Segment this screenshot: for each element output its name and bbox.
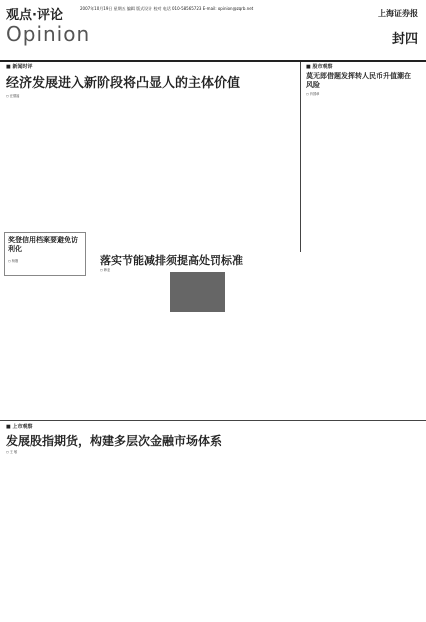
sidebar-right-headline: 莫无郎借题发挥转人民币升值潮在风险 [306, 72, 411, 89]
sidebar-left-headline: 奖登信用档案要避免访利化 [8, 236, 78, 253]
top-story-headline: 经济发展进入新阶段将凸显人的主体价值 [6, 76, 241, 91]
bottom-story-byline: ○ 王 敏 [6, 450, 18, 454]
sidebar-left-byline: ○ 杨刚 [8, 259, 19, 263]
middle-story-byline: ○ 韩亚 [100, 268, 111, 272]
column-rule-right [300, 62, 301, 252]
newspaper-logo: 上海证券报 [378, 8, 418, 18]
top-story-kicker: ■ 新闻时评 [6, 64, 33, 70]
section-divider [0, 420, 426, 421]
edition-label: 封四 [391, 32, 418, 47]
masthead [0, 0, 426, 62]
top-story-byline: ○ 汪德福 [6, 94, 20, 98]
sidebar-left-box [4, 232, 86, 276]
issue-info: 2007年10月19日 星期五 编辑 版式设计 校对 电话 010-58565723 E-mail: opinion@zqrb.net [80, 6, 254, 11]
section-title: 观点·评论 [6, 8, 63, 23]
sidebar-right-byline: ○ 肖国章 [306, 92, 320, 96]
middle-story-photo [170, 272, 225, 312]
middle-story-headline: 落实节能减排须提高处罚标准 [100, 254, 243, 267]
bottom-story-kicker: ■ 上市观察 [6, 424, 33, 430]
section-title-english: Opinion [6, 22, 91, 46]
bottom-story-headline: 发展股指期货，构建多层次金融市场体系 [6, 434, 223, 448]
sidebar-right-kicker: ■ 股市观察 [306, 64, 333, 70]
